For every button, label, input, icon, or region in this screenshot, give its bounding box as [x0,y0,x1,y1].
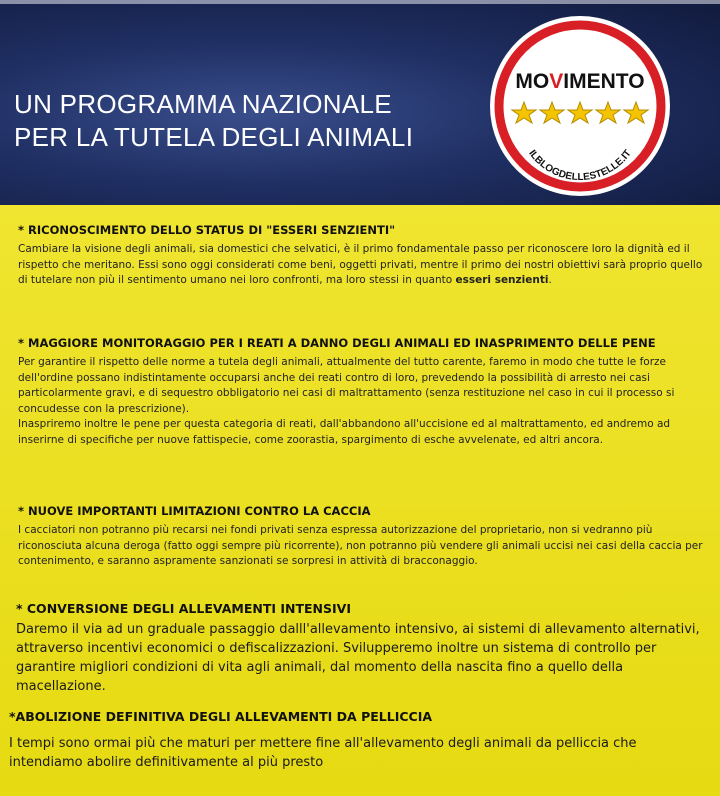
section-heading: *ABOLIZIONE DEFINITIVA DEGLI ALLEVAMENTI DA PELLICCIA [9,709,433,724]
page-title [14,88,413,154]
section-esseri-senzienti [18,223,706,289]
section-heading: * RICONOSCIMENTO DELLO STATUS DI "ESSERI SENZIENTI" [18,223,396,237]
title-line-1: UN PROGRAMMA NAZIONALE [14,89,392,119]
section-text: Daremo il via ad un graduale passaggio dalll'allevamento intensivo, ai sistemi di allevamento alternativi, attraverso incentivi economici o defiscalizzazioni. Svilupperemo inoltre un sistema di controllo per garantire migliori condizioni di vita agli animali, dal momento della nascita fino a quello della macellazione. [16,622,700,694]
section-monitoraggio [18,336,706,448]
section-caccia [18,504,706,570]
section-heading: * MAGGIORE MONITORAGGIO PER I REATI A DANNO DEGLI ANIMALI ED INASPRIMENTO DELLE PENE [18,336,656,350]
movimento-logo [488,14,672,198]
content-area [0,205,720,796]
section-allevamenti-intensivi [16,600,706,696]
section-text: I tempi sono ormai più che maturi per mettere fine all'allevamento degli animali da pelliccia che intendiamo abolire definitivamente al più presto [9,736,637,770]
section-pelliccia [9,708,706,772]
top-border [0,0,720,4]
section-text-2: Inaspriremo inoltre le pene per questa categoria di reati, dall'abbandono all'uccisione ed al maltrattamento, ed andremo ad inserirne di specifiche per nuove fattispecie, come zoorastia, spargimento di esche avvelenate, ed altri ancora. [18,418,671,446]
title-line-2: PER LA TUTELA DEGLI ANIMALI [14,122,414,152]
logo-wordmark: MOVIMENTO [515,70,645,93]
header-banner [0,0,720,205]
section-text [18,242,706,289]
section-text-end: . [548,274,552,286]
section-heading: * NUOVE IMPORTANTI LIMITAZIONI CONTRO LA CACCIA [18,504,371,518]
section-text: Per garantire il rispetto delle norme a tutela degli animali, attualmente del tutto carente, faremo in modo che tutte le forze dell'ordine possano indistintamente occuparsi anche dei reati contro di loro, prevedendo la possibilità di arresto nei casi particolarmente gravi, e di sequestro obbligatorio nei casi di maltrattamento (senza restituzione nel caso in cui il processo si concudesse con la prescrizione). [18,356,675,415]
section-text-bold: esseri senzienti [455,274,549,286]
section-text: I cacciatori non potranno più recarsi nei fondi privati senza espressa autorizzazione del proprietario, non si vedranno più riconosciuta alcuna deroga (fatto oggi sempre più ricorrente), non potranno più vendere gli animali uccisi nei casi della caccia per contenimento, e saranno aspramente sanzionati se sorpresi in attività di bracconaggio. [18,524,703,567]
section-text-part: Cambiare la visione degli animali, sia domestici che selvatici, è il primo fondamentale passo per riconoscere loro la dignità ed il rispetto che meritano. Essi sono oggi considerati come beni, oggetti privati, mentre il primo dei nostri obiettivi sarà proprio quello di tutelare non più il sentimento umano nei loro confronti, ma loro stessi in quanto [18,243,703,286]
section-heading: * CONVERSIONE DEGLI ALLEVAMENTI INTENSIVI [16,601,351,616]
logo-tagline: ILBLOGDELLESTELLE.IT [526,148,634,184]
